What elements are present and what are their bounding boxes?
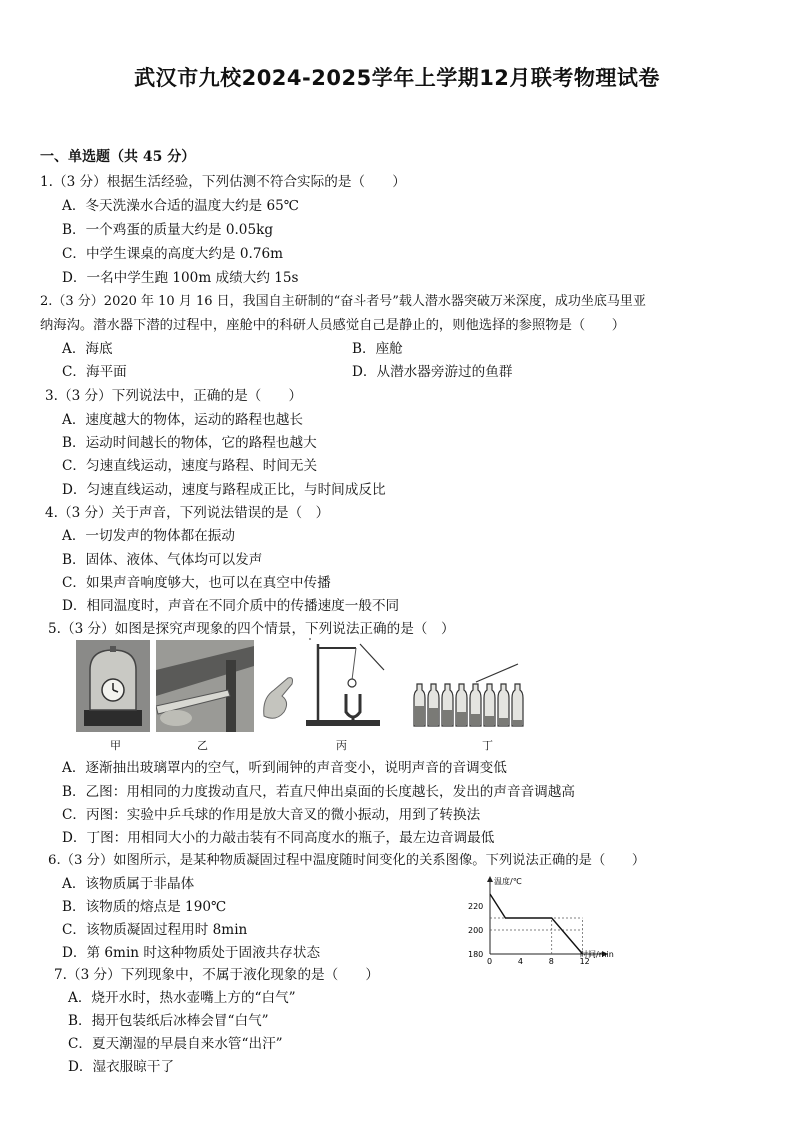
y-axis-arrow (487, 876, 493, 882)
y-tick-label: 220 (468, 902, 484, 911)
x-axis-label: 时间/min (580, 950, 614, 959)
question-5-option-c: C．丙图：实验中乒乓球的作用是放大音叉的微小振动，用到了转换法 (62, 807, 481, 823)
question-2-option-a: A．海底 (62, 341, 113, 357)
question-2-option-b: B．座舱 (352, 341, 403, 357)
series-line (490, 894, 583, 954)
chart-guides (490, 918, 583, 954)
question-3-option-a: A．速度越大的物体，运动的路程也越长 (62, 412, 303, 428)
question-6-option-c: C．该物质凝固过程用时 8min (62, 922, 248, 938)
figure-bottles (412, 660, 524, 730)
question-2-option-d: D．从潜水器旁游过的鱼群 (352, 364, 513, 380)
figure-label-yi: 乙 (197, 739, 208, 752)
question-6-stem: 6.（3 分）如图所示，是某种物质凝固过程中温度随时间变化的关系图像。下列说法正确的是（ ） (48, 853, 646, 868)
question-3-stem: 3.（3 分）下列说法中，正确的是（ ） (45, 388, 303, 404)
figure-label-ding: 丁 (482, 739, 493, 752)
chart-series (490, 894, 583, 954)
question-3-option-d: D．匀速直线运动，速度与路程成正比，与时间成反比 (62, 482, 386, 498)
question-3-option-c: C．匀速直线运动，速度与路程、时间无关 (62, 458, 318, 474)
question-6-option-a: A．该物质属于非晶体 (62, 876, 195, 892)
question-4-option-b: B．固体、液体、气体均可以发声 (62, 552, 263, 568)
question-4-option-a: A．一切发声的物体都在振动 (62, 528, 235, 544)
question-2-stem-line-1: 2.（3 分）2020 年 10 月 16 日，我国自主研制的“奋斗者号”载人潜水器突破万米深度，成功坐底马里亚 (40, 294, 646, 309)
question-1-option-c: C．中学生课桌的高度大约是 0.76m (62, 246, 284, 262)
question-5-option-b: B．乙图：用相同的力度拨动直尺，若直尺伸出桌面的长度越长，发出的声音音调越高 (62, 784, 575, 800)
page-title: 武汉市九校2024-2025学年上学期12月联考物理试卷 (134, 66, 660, 90)
question-7-option-d: D．湿衣服晾干了 (68, 1059, 175, 1075)
question-1-option-d: D．一名中学生跑 100m 成绩大约 15s (62, 270, 299, 286)
figure-label-bing: 丙 (336, 739, 347, 752)
temperature-time-chart (468, 874, 618, 966)
question-1-stem: 1.（3 分）根据生活经验，下列估测不符合实际的是（ ） (40, 174, 406, 190)
x-tick-label: 4 (517, 957, 523, 966)
question-2-stem-line-2: 纳海沟。潜水器下潜的过程中，座舱中的科研人员感觉自己是静止的，则他选择的参照物是（ ） (40, 318, 626, 333)
question-7-option-a: A．烧开水时，热水壶嘴上方的“白气” (68, 990, 296, 1006)
question-4-option-c: C．如果声音响度够大，也可以在真空中传播 (62, 575, 331, 591)
figure-ruler-table (156, 640, 254, 732)
question-5-stem: 5.（3 分）如图是探究声现象的四个情景，下列说法正确的是（ ） (48, 621, 455, 637)
question-4-stem: 4.（3 分）关于声音，下列说法错误的是（ ） (45, 505, 330, 521)
chart-ticks (468, 902, 590, 966)
question-7-option-c: C．夏天潮湿的早晨自来水管“出汗” (68, 1036, 283, 1052)
question-5-option-d: D．丁图：用相同大小的力敲击装有不同高度水的瓶子，最左边音调最低 (62, 830, 495, 846)
question-1-option-b: B．一个鸡蛋的质量大约是 0.05kg (62, 222, 274, 238)
question-6-option-b: B．该物质的熔点是 190℃ (62, 899, 227, 915)
question-1-option-a: A．冬天洗澡水合适的温度大约是 65℃ (62, 198, 299, 214)
x-tick-label: 8 (548, 957, 554, 966)
y-tick-label: 180 (468, 950, 484, 959)
y-tick-label: 200 (468, 926, 484, 935)
question-5-option-a: A．逐渐抽出玻璃罩内的空气，听到闹钟的声音变小，说明声音的音调变低 (62, 760, 507, 776)
x-tick-label: 12 (579, 957, 590, 966)
section-heading: 一、单选题（共 45 分） (40, 149, 196, 165)
x-tick-label: 0 (487, 957, 493, 966)
question-4-option-d: D．相同温度时，声音在不同介质中的传播速度一般不同 (62, 598, 400, 614)
question-6-option-d: D．第 6min 时这种物质处于固液共存状态 (62, 945, 321, 961)
question-2-option-c: C．海平面 (62, 364, 127, 380)
question-3-option-b: B．运动时间越长的物体，它的路程也越大 (62, 435, 317, 451)
figure-tuning-fork (300, 636, 392, 732)
figure-hand-icon (258, 672, 298, 722)
question-7-option-b: B．揭开包装纸后冰棒会冒“白气” (68, 1013, 269, 1029)
figure-bell-jar (76, 640, 150, 732)
question-7-stem: 7.（3 分）下列现象中，不属于液化现象的是（ ） (54, 967, 380, 983)
figure-label-jia: 甲 (110, 739, 121, 752)
y-axis-label: 温度/℃ (494, 877, 522, 886)
